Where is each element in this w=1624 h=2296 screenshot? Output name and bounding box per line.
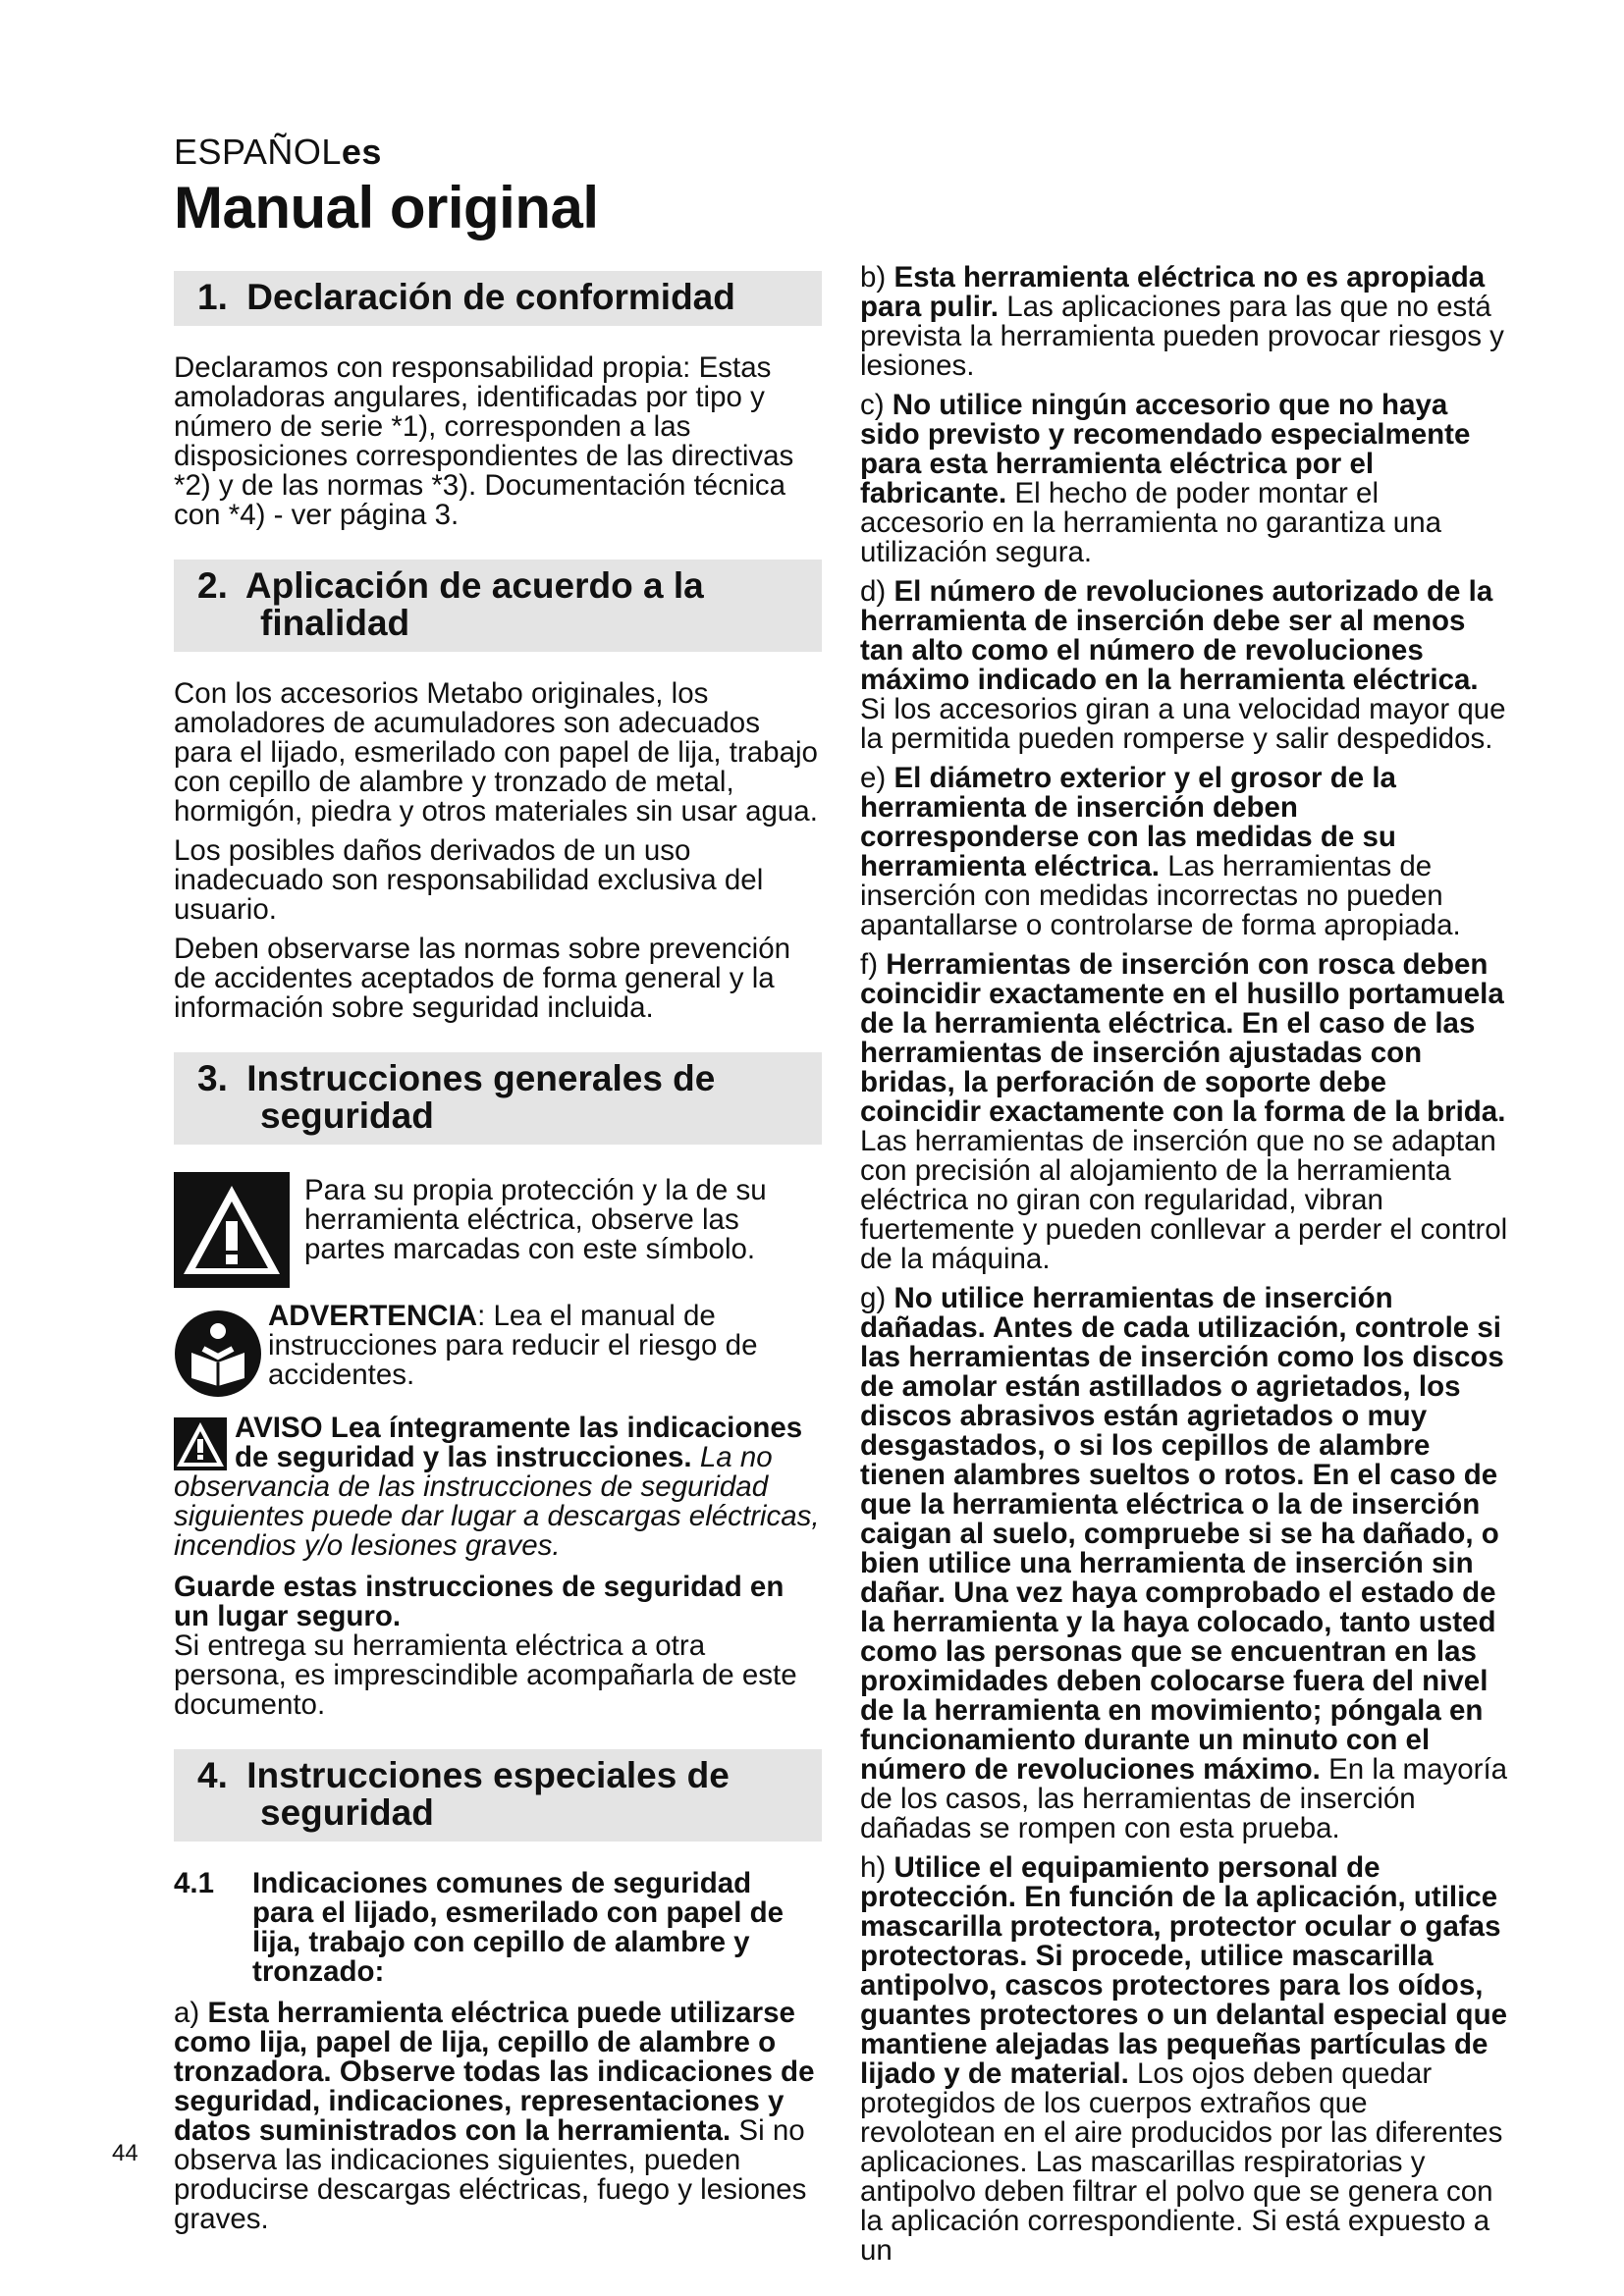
section-number: 2.	[197, 565, 228, 606]
item-f	[860, 950, 1508, 1274]
section-3-heading	[174, 1052, 822, 1145]
application-text-1: Con los accesorios Metabo originales, los amoladores de acumuladores son adecuados para el lijado, esmerilado con papel de lija, trabajo con cepillo de alambre y tronzado de metal, hormigón, piedra y otros materiales sin usar agua.	[174, 677, 818, 828]
item-text: Las aplicaciones para las que no está prevista la herramienta pueden provocar riesgos y lesiones.	[860, 291, 1504, 382]
language-code: es	[341, 132, 382, 172]
item-d	[860, 577, 1508, 754]
item-text: El hecho de poder montar el accesorio en la herramienta no garantiza una utilización segura.	[860, 477, 1442, 568]
item-prefix: c)	[860, 389, 885, 421]
item-c	[860, 391, 1508, 567]
subsection-number: 4.1	[174, 1867, 215, 1899]
item-text: En la mayoría de los casos, las herramientas de inserción dañadas se rompen con esta prueba.	[860, 1753, 1508, 1844]
advertencia-text: : Lea el manual de instrucciones para reducir el riesgo de accidentes.	[268, 1300, 758, 1391]
item-bold: Esta herramienta eléctrica puede utilizarse como lija, papel de lija, cepillo de alambre o tronzadora. Observe todas las indicaciones de seguridad, indicaciones, representaciones y datos suministrados con la herramienta.	[174, 1997, 815, 2147]
item-text: Los ojos deben quedar protegidos de los cuerpos extraños que revolotean en el aire producidos por las diferentes aplicaciones. Las mascarillas respiratorias y antipolvo deben filtrar el polvo que se genera con la aplicación correspondiente. Si está expuesto a un	[860, 2057, 1503, 2267]
left-column	[174, 271, 822, 2244]
item-prefix: a)	[174, 1997, 200, 2029]
page-title: Manual original	[174, 175, 599, 240]
section-number: 1.	[197, 277, 228, 317]
section-number: 4.	[197, 1755, 228, 1795]
section-title-cont: seguridad	[260, 1792, 434, 1833]
guarde-block	[174, 1573, 822, 1631]
subsection-4-1-heading	[174, 1869, 822, 1987]
item-b	[860, 263, 1508, 381]
symbol-explanation	[174, 1172, 822, 1288]
item-prefix: b)	[860, 261, 887, 294]
section-title: Declaración de conformidad	[246, 277, 735, 317]
read-manual-icon	[174, 1309, 262, 1398]
warning-small-icon	[174, 1417, 227, 1470]
item-h	[860, 1853, 1508, 2266]
item-a	[174, 1999, 822, 2234]
section-number: 3.	[197, 1058, 228, 1098]
section-1-heading	[174, 271, 822, 326]
application-text-3: Deben observarse las normas sobre prevención de accidentes aceptados de forma general y la información sobre seguridad incluida.	[174, 933, 791, 1024]
language-name: ESPAÑOL	[174, 132, 342, 172]
item-bold: Herramientas de inserción con rosca deben coincidir exactamente en el husillo portamuela de la herramienta eléctrica. En el caso de las herramientas de inserción ajustadas con bridas, la perforación de soporte debe coincidir exactamente con la forma de la brida.	[860, 948, 1506, 1128]
guarde-bold-text: Guarde estas instrucciones de seguridad en un lugar seguro.	[174, 1571, 785, 1632]
section-title: Aplicación de acuerdo a la	[244, 565, 704, 606]
item-bold: Utilice el equipamiento personal de protección. En función de la aplicación, utilice mascarilla protectora, protector ocular o gafas protectoras. Si procede, utilice mascarilla antipolvo, cascos protectores para los oídos, guantes protectores o un delantal especial que mantiene alejadas las pequeñas partículas de lijado y de material.	[860, 1851, 1507, 2090]
section-title: Instrucciones especiales de	[246, 1755, 730, 1795]
item-g	[860, 1284, 1508, 1843]
item-text: Si no observa las indicaciones siguientes, pueden producirse descargas eléctricas, fuego y lesiones graves.	[174, 2114, 807, 2235]
item-text: Las herramientas de inserción que no se adaptan con precisión al alojamiento de la herramienta eléctrica no giran con regularidad, vibran fuertemente y pueden conllevar a perder el control de la máquina.	[860, 1125, 1508, 1275]
language-header	[174, 132, 382, 173]
section-title-cont: seguridad	[260, 1095, 434, 1136]
item-bold: No utilice ningún accesorio que no haya sido previsto y recomendado especialmente para esta herramienta eléctrica por el fabricante.	[860, 389, 1471, 509]
item-prefix: d)	[860, 575, 887, 608]
page-number: 44	[112, 2140, 138, 2166]
advertencia-label: ADVERTENCIA	[268, 1300, 478, 1332]
item-e	[860, 764, 1508, 940]
item-bold: Esta herramienta eléctrica no es apropiada para pulir.	[860, 261, 1486, 323]
item-prefix: f)	[860, 948, 879, 981]
item-bold: No utilice herramientas de inserción dañadas. Antes de cada utilización, controle si las herramientas de inserción como los discos de amolar están astillados o agrietados, los discos abrasivos están agrietados o muy desgastados, o si los cepillos de alambre tienen alambres sueltos o rotos. En el caso de que la herramienta eléctrica o la de inserción caigan al suelo, compruebe si se ha dañado, o bien utilice una herramienta de inserción sin dañar. Una vez haya comprobado el estado de la herramienta y la haya colocado, tanto usted como las personas que se encuentran en las proximidades deben colocarse fuera del nivel de la herramienta en movimiento; póngala en funcionamiento durante un minuto con el número de revoluciones máximo.	[860, 1282, 1504, 1786]
item-prefix: e)	[860, 762, 887, 794]
section-2-heading	[174, 560, 822, 652]
subsection-title: Indicaciones comunes de seguridad	[252, 1867, 752, 1899]
item-text: Si los accesorios giran a una velocidad mayor que la permitida pueden romperse y salir despedidos.	[860, 693, 1506, 755]
declaration-text: Declaramos con responsabilidad propia: Estas amoladoras angulares, identificadas por tipo y número de serie *1), corresponden a las disposiciones correspondientes de las directivas *2) y de las normas *3). Documentación técnica con *4) - ver página 3.	[174, 351, 794, 531]
section-4-heading	[174, 1749, 822, 1842]
item-text: Las herramientas de inserción con medidas incorrectas no pueden apantallarse o controlarse de forma apropiada.	[860, 850, 1461, 941]
aviso-block	[174, 1414, 822, 1561]
aviso-bold-text: AVISO Lea íntegramente las indicaciones de seguridad y las instrucciones.	[235, 1412, 803, 1473]
application-text-2: Los posibles daños derivados de un uso inadecuado son responsabilidad exclusiva del usuario.	[174, 834, 764, 926]
guarde-text: Si entrega su herramienta eléctrica a otra persona, es imprescindible acompañarla de este documento.	[174, 1629, 797, 1721]
subsection-title-cont: para el lijado, esmerilado con papel de lija, trabajo con cepillo de alambre y tronzado:	[252, 1896, 785, 1988]
section-title: Instrucciones generales de	[246, 1058, 716, 1098]
symbol-text: Para su propia protección y la de su herramienta eléctrica, observe las partes marcadas con este símbolo.	[304, 1174, 767, 1265]
advertencia-block	[174, 1302, 822, 1398]
item-bold: El número de revoluciones autorizado de la herramienta de inserción debe ser al menos tan alto como el número de revoluciones máximo indicado en la herramienta eléctrica.	[860, 575, 1493, 696]
item-bold: El diámetro exterior y el grosor de la herramienta de inserción deben corresponderse con las medidas de su herramienta eléctrica.	[860, 762, 1396, 882]
item-prefix: g)	[860, 1282, 887, 1314]
item-prefix: h)	[860, 1851, 887, 1884]
warning-triangle-icon	[174, 1172, 290, 1288]
section-title-cont: finalidad	[260, 603, 410, 643]
right-column	[860, 263, 1508, 2275]
aviso-italic-text: La no observancia de las instrucciones de seguridad siguientes puede dar lugar a descargas eléctricas, incendios y/o lesiones graves.	[174, 1441, 820, 1562]
